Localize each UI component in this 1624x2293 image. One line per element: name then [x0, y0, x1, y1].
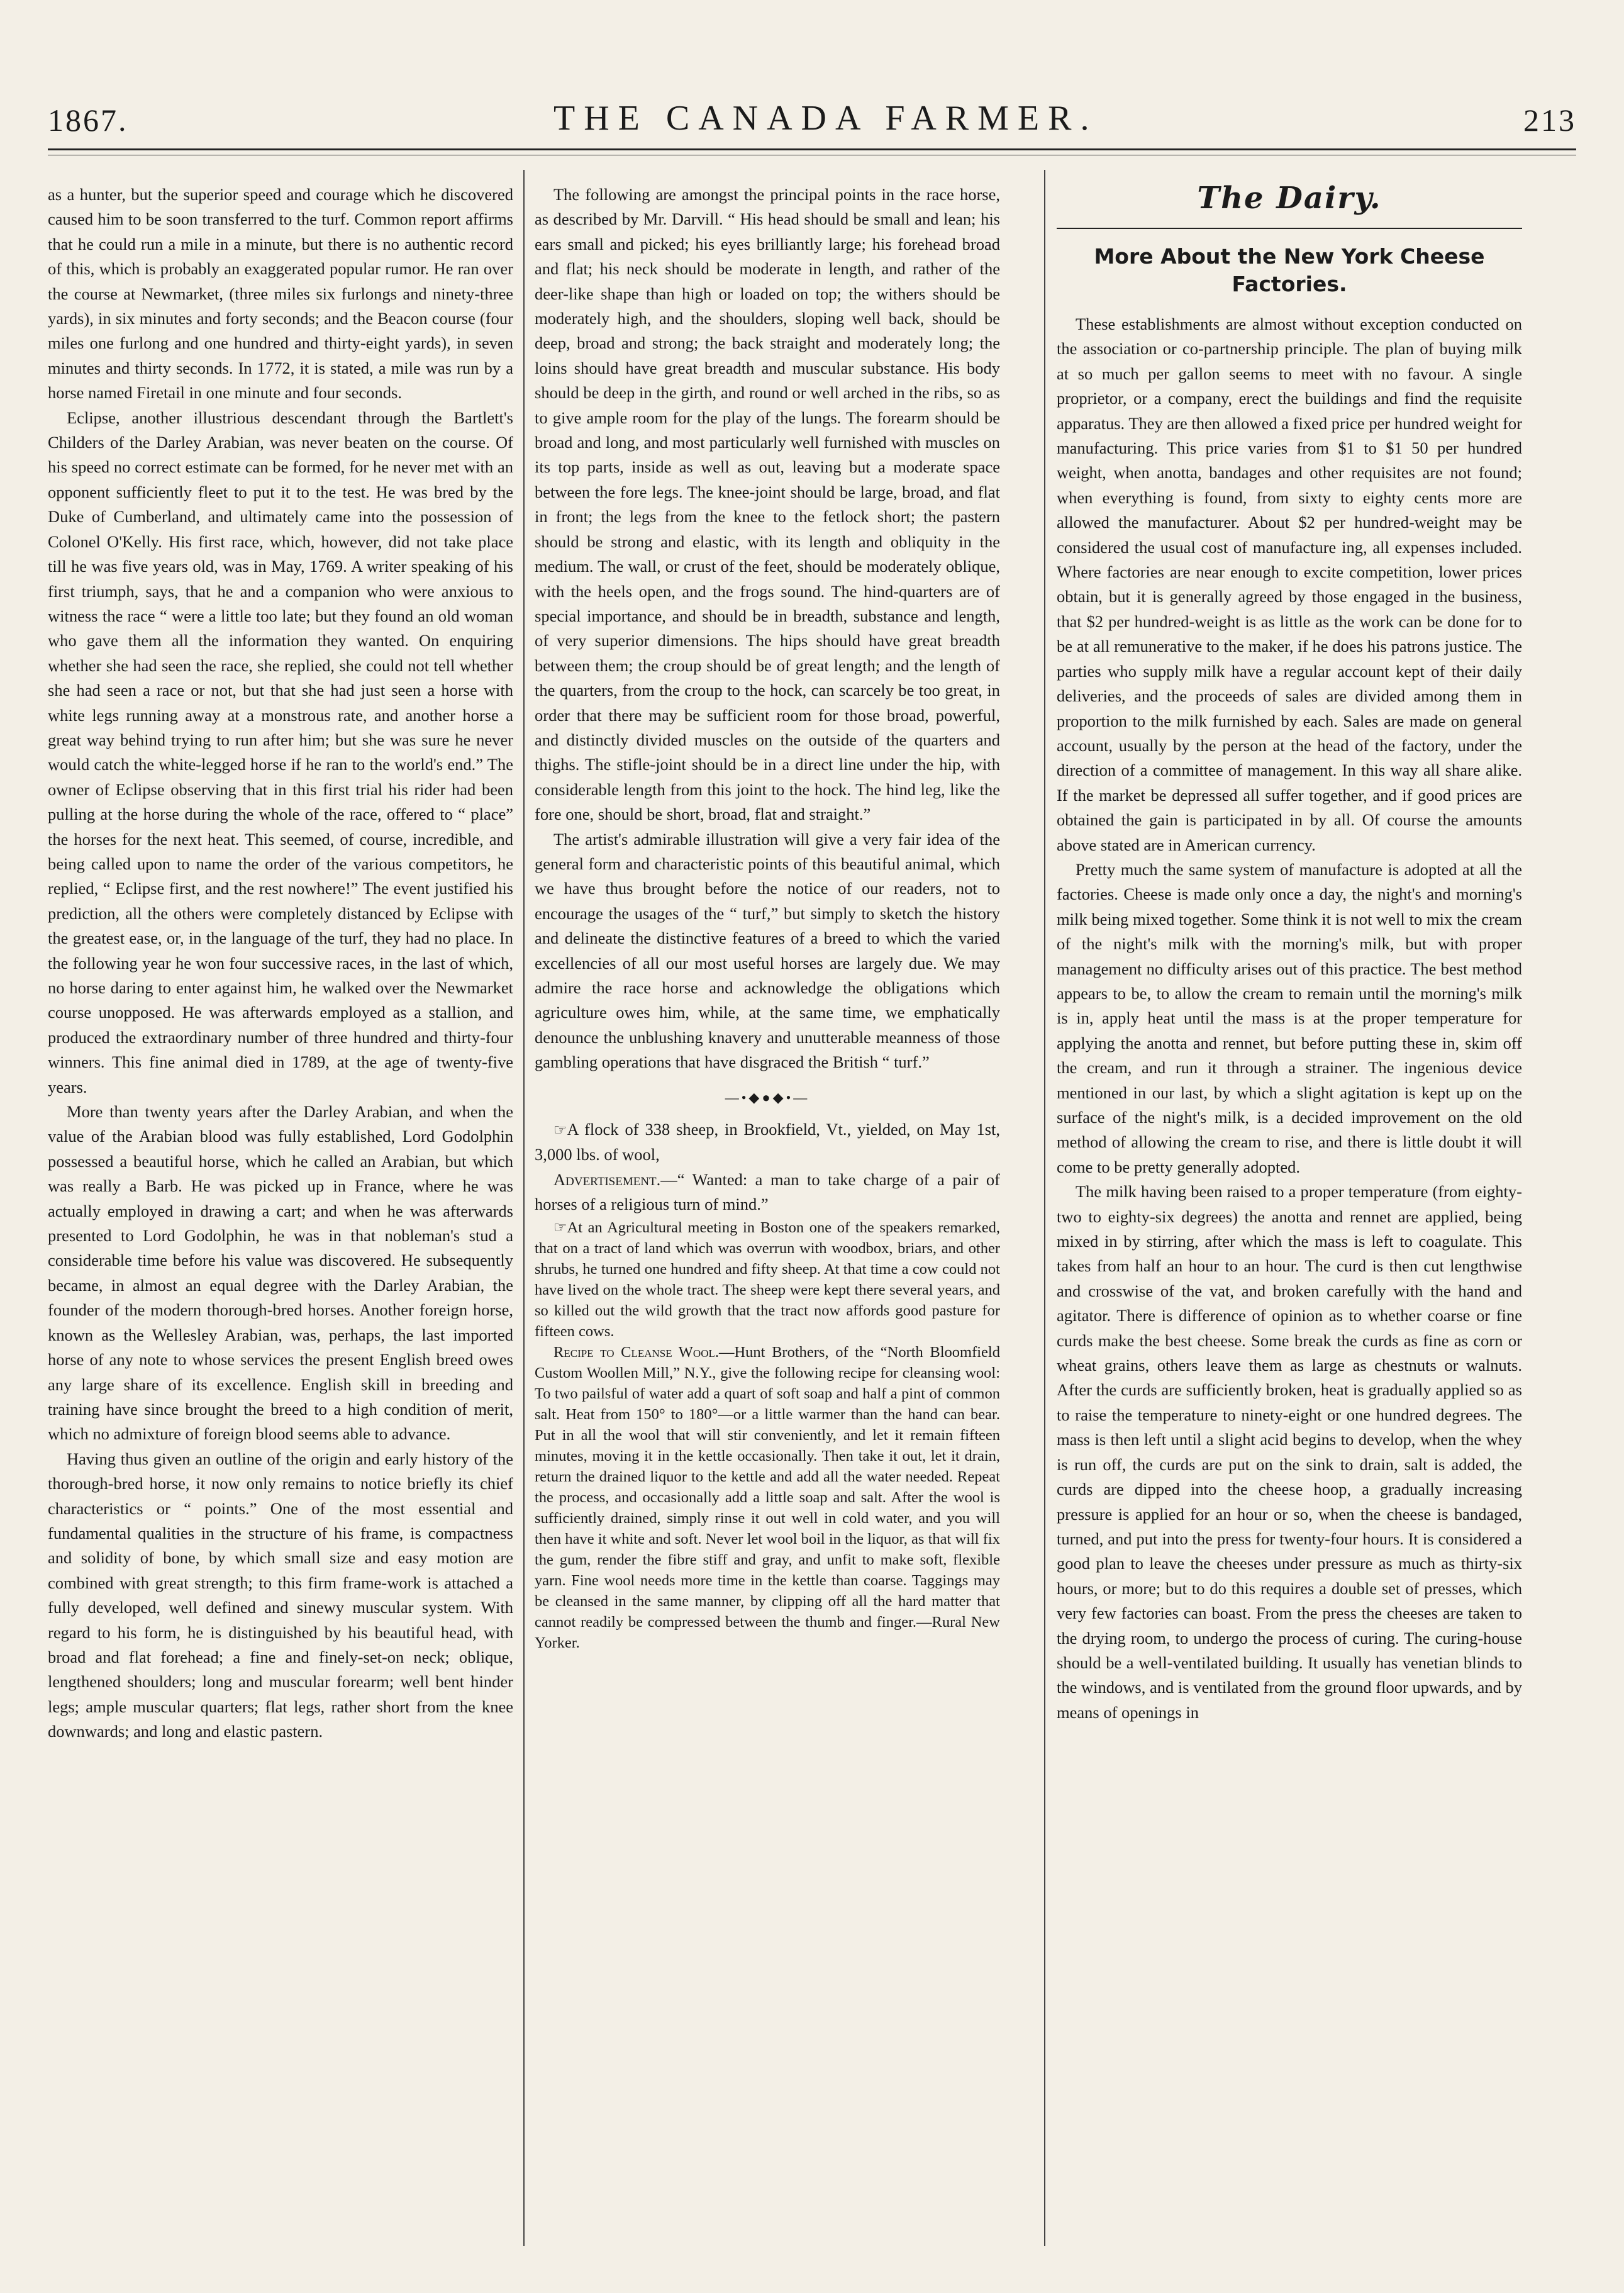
news-item-text: A flock of 338 sheep, in Brookfield, Vt., yielded, on May 1st, 3,000 lbs. of wool,	[535, 1120, 1000, 1164]
paragraph: The artist's admirable illustration will give a very fair idea of the general form and characteristic points of this beautiful animal, which we have thus brought before the notice of our readers, not to encourage the usages of the “ turf,” but simply to sketch the history and delineate the distinctive features of a breed to which the varied excellencies of all our most useful horses are largely due. We may admire the race horse and acknowledge the obligations which agriculture owes him, while, at the same time, we emphatically denounce the unblushing knavery and unutterable meanness of those gambling operations that have disgraced the British “ turf.”	[535, 829, 1000, 1072]
pointing-hand-icon: ☞	[553, 1121, 567, 1139]
pointing-hand-icon: ☞	[553, 1218, 567, 1236]
news-item	[535, 1342, 1000, 1653]
news-item-lead: Recipe to Cleanse Wool.	[553, 1343, 719, 1361]
masthead-rule	[48, 148, 1576, 150]
section-rule	[1057, 228, 1522, 229]
masthead	[48, 75, 1576, 138]
paragraph: The milk having been raised to a proper temperature (from eighty-two to eighty-six degrees) the anotta and rennet are applied, being mixed in by stirring, after which the mass is left to coagulate. This takes from half an hour to an hour. The curd is then cut lengthwise and crosswise of the vat, and broken carefully with the hand and agitator. There is difference of opinion as to whether coarse or fine curds make the best cheese. Some break the curds as fine as corn or wheat grains, others leave them as large as chestnuts or walnuts. After the curds are sufficiently broken, heat is gradually applied so as to raise the temperature to ninety-eight or one hundred degrees. The mass is then left until a slight acid begins to develop, when the whey is run off, the curds are put on the sink to drain, salt is added, the curds are dipped into the cheese hoop, a gradually increasing pressure is applied for an hour or so, when the cheese is bandaged, turned, and put into the press for twenty-four hours. It is considered a good plan to leave the cheeses under pressure as much as thirty-six hours, or more; but to do this requires a double set of presses, which very few factories can boast. From the press the cheeses are taken to the drying room, to undergo the process of curing. The curing-house should be a well-ventilated building. It usually has venetian blinds to the windows, and is ventilated from the ground floor upwards, and by means of openings in	[1057, 1182, 1522, 1722]
column-middle	[535, 182, 1000, 2233]
paragraph: as a hunter, but the superior speed and courage which he discovered caused him to be soon transferred to the turf. Common report affirms that he could run a mile in a minute, but there is no authentic record of this, which is probably an exaggerated popular rumor. He ran over the course at Newmarket, (three miles six furlongs and ninety-three yards), in six minutes and forty seconds; and the Beacon course (four miles one furlong and one hundred and thirty-eight yards), in seven minutes and thirty seconds. In 1772, it is stated, a mile was run by a horse named Firetail in one minute and four seconds.	[48, 185, 513, 403]
news-item-text: At an Agricultural meeting in Boston one of the speakers remarked, that on a tract of land which was overrun with woodbox, briars, and other shrubs, he turned one hundred and fifty sheep. At that time a cow could not have lived on the whole tract. The sheep were kept there several years, and so killed out the wild growth that the tract now affords good pasture for fifteen cows.	[535, 1219, 1000, 1340]
paragraph: These establishments are almost without exception conducted on the association or co-partnership principle. The plan of buying milk at so much per gallon seems to meet with no favour. A single proprietor, or a company, erect the buildings and find the requisite apparatus. They are then allowed a fixed price per hundred weight for manufacturing. This price varies from $1 to $1 50 per hundred weight, when anotta, bandages and other requisites are not found; when everything is found, from sixty to eighty cents more are allowed the manufacturer. About $2 per hundred-weight may be considered the usual cost of manufacture ing, all expenses included. Where factories are near enough to excite competition, lower prices obtain, but it is generally agreed by those engaged in the business, that $2 per hundred-weight is as little as the work can be done for to be at all remunerative to the maker, if he does his patrons justice. The parties who supply milk have a regular account kept of their daily deliveries, and the proceeds of sales are divided among them in proportion to the milk furnished by each. Sales are made on general account, usually by the person at the head of the factory, under the direction of a committee of management. In this way all share alike. If the market be depressed all suffer together, and if good prices are obtained the gain is participated in by all. Of course the amounts above stated are in American currency.	[1057, 315, 1522, 854]
column-right	[1057, 182, 1522, 2233]
news-item	[535, 1217, 1000, 1342]
section-title: The Dairy.	[1197, 182, 1382, 216]
column-left	[48, 182, 513, 2233]
column-divider	[523, 170, 525, 2246]
news-item	[535, 1117, 1000, 1168]
news-item-text: —Hunt Brothers, of the “North Bloomfield Custom Woollen Mill,” N.Y., give the following recipe for cleansing wool: To two pailsful of water add a quart of soft soap and half a pint of common salt. Heat from 150° to 180°—or a little warmer than the hand can bear. Put in all the wool that will stir conveniently, and let it remain fifteen minutes, moving it in the kettle occasionally. Then take it out, let it drain, return the drained liquor to the kettle and add all the water needed. Repeat the process, and occasionally add a little soap and salt. After the wool is sufficiently drained, simply rinse it out well in cold water, and you will then have it white and soft. Never let wool boil in the liquor, as that will fix the gum, render the fibre stiff and gray, and unfit to make soft, flexible yarn. Fine wool needs more time in the kettle than coarse. Taggings may be cleansed in the same manner, by clipping off all the hard matter that cannot readily be compressed between the thumb and finger.—Rural New Yorker.	[535, 1343, 1000, 1651]
newspaper-title: THE CANADA FARMER.	[553, 99, 1098, 138]
news-item-lead: Advertisement.	[553, 1169, 661, 1189]
column-divider	[1044, 170, 1045, 2246]
news-item	[535, 1168, 1000, 1217]
paragraph: Having thus given an outline of the origin and early history of the thorough-bred horse, it now only remains to notice briefly its chief characteristics or “ points.” One of the most essential and fundamental qualities in the structure of his frame, is compactness and solidity of bone, by which small size and easy motion are combined with great strength; to this firm frame-work is attached a fully developed, well defined and sinewy muscular system. With regard to his form, he is distinguished by his beautiful head, with broad and flat forehead; a fine and finely-set-on neck; oblique, lengthened shoulders; long and muscular forearm; well bent hinder legs; ample muscular quarters; flat legs, rather short from the knee downwards; and long and elastic pastern.	[48, 1449, 513, 1741]
news-item-text: —“ Wanted: a man to take charge of a pair of horses of a religious turn of mind.”	[535, 1169, 1000, 1214]
paragraph: The following are amongst the principal points in the race horse, as described by Mr. Darvill. “ His head should be small and lean; his ears small and picked; his eyes brilliantly large; his forehead broad and flat; his neck should be moderate in length, and rather of the deer-like shape than high or loaded on top; the withers should be moderately high, and the shoulders, sloping well back, should be deep, broad and strong; the back straight and moderately long; the loins should have great breadth and muscular substance. His body should be deep in the girth, and round or well arched in the ribs, so as to give ample room for the play of the lungs. The forearm should be broad and long, and most particularly well furnished with muscles on its top parts, inside as well as out, leaving but a moderate space between the fore legs. The knee-joint should be large, broad, and flat in front; the legs from the knee to the fetlock short; the pastern should be strong and elastic, with its length and obliquity in the medium. The wall, or crust of the feet, should be moderately oblique, with the heels open, and the frogs sound. The hind-quarters are of special importance, and should be in breadth, substance and length, of very superior dimensions. The hips should have great breadth between them; the croup should be of great length; and the length of the quarters, from the croup to the hock, can scarcely be too great, in order that there may be sufficient room for those broad, powerful, and distinctly divided muscles on the outside of the quarters and thighs. The stifle-joint should be in a direct line under the hip, with considerable length from this joint to the hock. The hind leg, like the fore one, should be short, broad, flat and straight.”	[535, 185, 1000, 824]
ornamental-divider: —•◆●◆•—	[725, 1089, 810, 1105]
article-title: More About the New York Cheese Factories.	[1094, 244, 1485, 296]
issue-year: 1867.	[48, 103, 128, 138]
paragraph: More than twenty years after the Darley Arabian, and when the value of the Arabian blood was fully established, Lord Godolphin possessed a beautiful horse, which he called an Arabian, but which was really a Barb. He was picked up in France, where he was actually employed in drawing a cart; and when he was afterwards presented to Lord Godolphin, he was in that nobleman's stud a considerable time before his value was discovered. He subsequently became, in almost an equal degree with the Darley Arabian, the founder of the modern thorough-bred horses. Another foreign horse, known as the Wellesley Arabian, was, perhaps, the last imported horse of any note to whose services the present English breed owes any large share of its excellence. English skill in breeding and training have since brought the breed to a high condition of merit, which no admixture of foreign blood seems able to advance.	[48, 1102, 513, 1444]
page-number: 213	[1523, 103, 1576, 138]
paragraph: Pretty much the same system of manufacture is adopted at all the factories. Cheese is made only once a day, the night's and morning's milk being mixed together. Some think it is not well to mix the cream of the night's milk with the morning's milk, but with proper management no difficulty arises out of this practice. The best method appears to be, to allow the cream to remain until the morning's milk is in, apply heat until the mass is at the proper temperature for applying the anotta and rennet, but before putting these in, skim off the cream, and run it through a strainer. The ingenious device mentioned in our last, by which a slight agitation is kept up on the surface of the night's milk, is a decided improvement on the old method of allowing the cream to rise, and there is little doubt it will come to be pretty generally adopted.	[1057, 859, 1522, 1176]
paragraph: Eclipse, another illustrious descendant through the Bartlett's Childers of the Darley Arabian, was never beaten on the course. Of his speed no correct estimate can be formed, for he never met with an opponent sufficiently fleet to put it to the test. He was bred by the Duke of Cumberland, and ultimately came into the possession of Colonel O'Kelly. His first race, which, however, did not take place till he was five years old, was in May, 1769. A writer speaking of his first triumph, says, that he and a companion who were anxious to witness the race “ were a little too late; but they found an old woman who gave them all the information they wanted. On enquiring whether she had seen the race, she replied, she could not tell whether she had seen a race or not, but that she had just seen a horse with white legs running away at a monstrous rate, and another horse a great way behind trying to run after him; but she was sure he never would catch the white-legged horse if he ran to the world's end.” The owner of Eclipse observing that in this first trial his rider had been pulling at the horse during the whole of the race, offered to “ place” the horses for the next heat. This seemed, of course, incredible, and being called upon to name the order of the various competitors, he replied, “ Eclipse first, and the rest nowhere!” The event justified his prediction, all the others were completely distanced by Eclipse with the greatest ease, or, in the language of the turf, they had no place. In the following year he won four successive races, in the last of which, no horse daring to enter against him, he walked over the Newmarket course unopposed. He was afterwards employed as a stallion, and produced the extraordinary number of three hundred and thirty-four winners. This fine animal died in 1789, at the age of twenty-five years.	[48, 408, 513, 1096]
